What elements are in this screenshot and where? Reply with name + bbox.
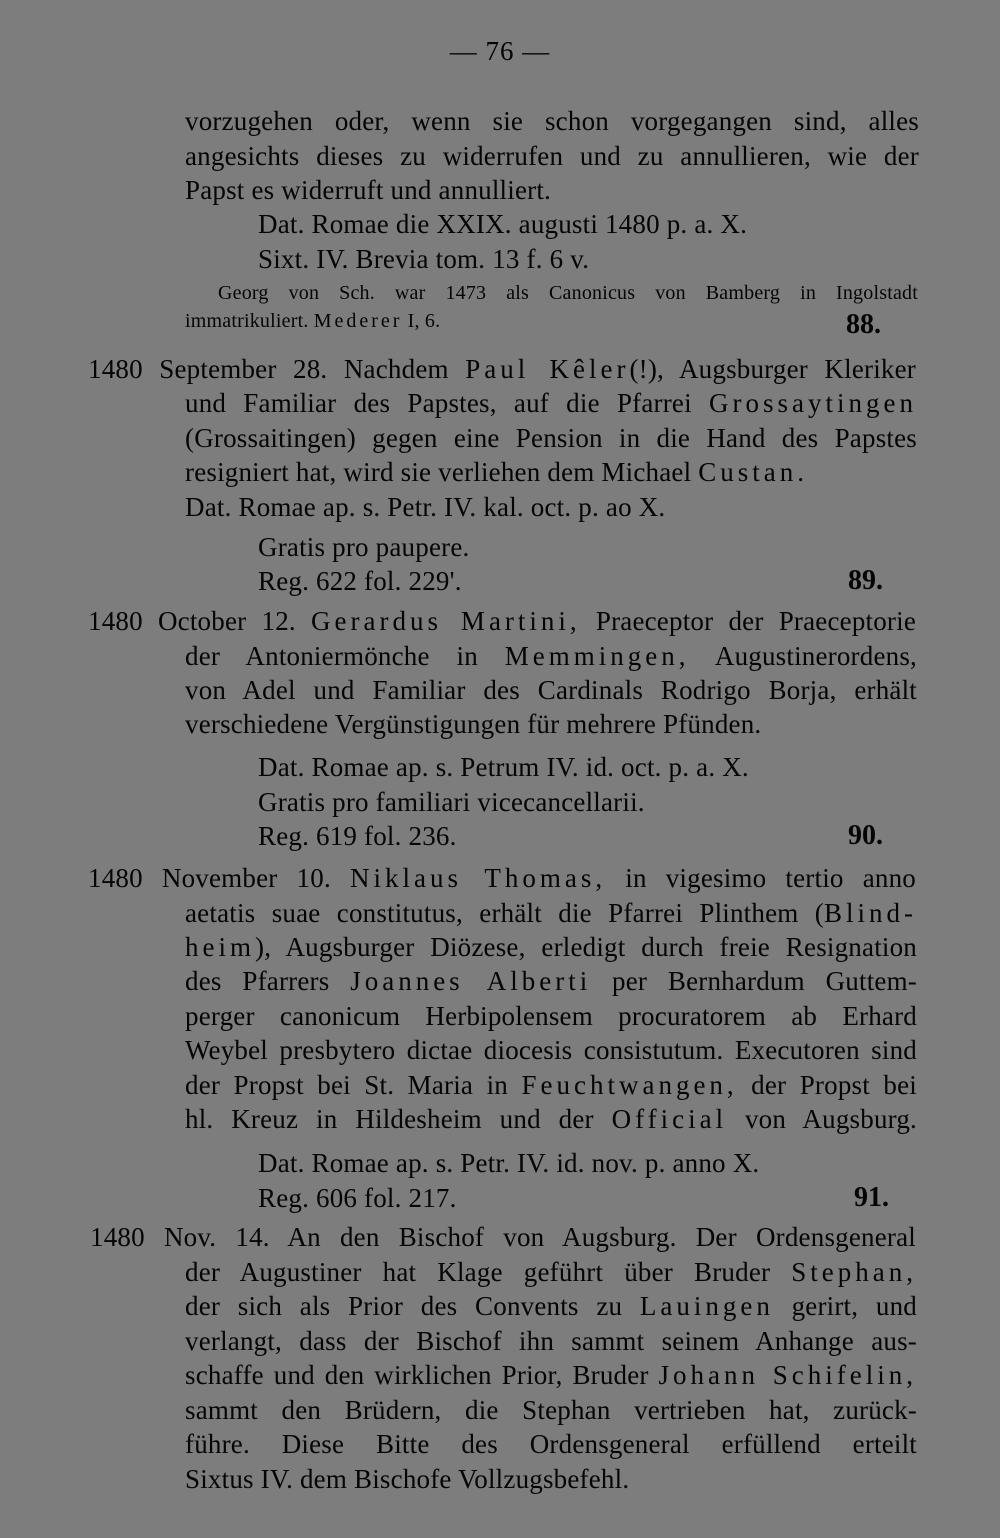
footnote-line: immatrikuliert. Mederer I, 6. [185, 310, 441, 332]
entry-heading-line: 1480 September 28. Nachdem Paul Kêler(!), Augsburger Kleriker [88, 354, 916, 384]
entry-heading-line: 1480 Nov. 14. An den Bischof von Augsburg. Der Ordensgeneral [90, 1222, 916, 1252]
entry-number: 89. [848, 565, 883, 596]
text-line: der Propst bei St. Maria in Feuchtwangen, der Propst bei [185, 1070, 917, 1100]
footnote-line: Georg von Sch. war 1473 als Canonicus von Bamberg in Ingolstadt [218, 282, 918, 304]
text-line: verlangt, dass der Bischof ihn sammt seinem Anhange aus- [185, 1326, 917, 1356]
text-line: der Augustiner hat Klage geführt über Bruder Stephan, [185, 1257, 917, 1287]
text-line: des Pfarrers Joannes Alberti per Bernhardum Guttem- [185, 966, 917, 996]
text-line: Weybel presbytero dictae diocesis consistutum. Executoren sind [185, 1035, 917, 1065]
text-line: Dat. Romae ap. s. Petrum IV. id. oct. p. a. X. [258, 752, 749, 782]
text-line: Reg. 619 fol. 236. [258, 821, 457, 851]
entry-number: 91. [854, 1182, 889, 1213]
page-number: — 76 — [449, 36, 551, 66]
text-line: Reg. 606 fol. 217. [258, 1183, 457, 1213]
text-line: resigniert hat, wird sie verliehen dem Michael Custan. [185, 457, 808, 487]
text-line: führe. Diese Bitte des Ordensgeneral erfüllend erteilt [185, 1429, 917, 1459]
text-line: aetatis suae constitutus, erhält die Pfarrei Plinthem (Blind- [185, 898, 917, 928]
text-line: vorzugehen oder, wenn sie schon vorgegangen sind, alles [185, 106, 919, 136]
text-line: Sixtus IV. dem Bischofe Vollzugsbefehl. [185, 1464, 630, 1494]
text-line: Sixt. IV. Brevia tom. 13 f. 6 v. [258, 244, 590, 274]
entry-number: 90. [848, 820, 883, 851]
text-line: schaffe und den wirklichen Prior, Bruder Johann Schifelin, [185, 1360, 917, 1390]
text-line: der sich als Prior des Convents zu Lauingen gerirt, und [185, 1291, 918, 1321]
entry-heading-line: 1480 October 12. Gerardus Martini, Praeceptor der Praeceptorie [88, 606, 917, 636]
entry-heading-line: 1480 November 10. Niklaus Thomas, in vigesimo tertio anno [88, 863, 916, 893]
text-line: Gratis pro paupere. [258, 532, 470, 562]
text-line: Dat. Romae ap. s. Petr. IV. kal. oct. p. ao X. [185, 492, 666, 522]
text-line: verschiedene Vergünstigungen für mehrere Pfünden. [185, 709, 762, 739]
text-line: sammt den Brüdern, die Stephan vertrieben hat, zurück- [185, 1395, 917, 1425]
text-line: perger canonicum Herbipolensem procuratorem ab Erhard [185, 1001, 917, 1031]
text-line: Dat. Romae die XXIX. augusti 1480 p. a. X. [258, 209, 748, 239]
text-line: angesichts dieses zu widerrufen und zu annullieren, wie der [185, 141, 919, 171]
entry-number: 88. [846, 309, 881, 340]
text-line: und Familiar des Papstes, auf die Pfarrei Grossaytingen [185, 388, 917, 418]
text-line: von Adel und Familiar des Cardinals Rodrigo Borja, erhält [185, 675, 917, 705]
text-line: Papst es widerruft und annulliert. [185, 175, 551, 205]
text-line: Reg. 622 fol. 229'. [258, 566, 462, 596]
text-line: heim), Augsburger Diözese, erledigt durch freie Resignation [185, 932, 917, 962]
text-line: hl. Kreuz in Hildesheim und der Official von Augsburg. [185, 1104, 917, 1134]
text-line: (Grossaitingen) gegen eine Pension in die Hand des Papstes [185, 423, 917, 453]
text-line: der Antoniermönche in Memmingen, Augustinerordens, [185, 641, 917, 671]
text-line: Gratis pro familiari vicecancellarii. [258, 787, 645, 817]
text-line: Dat. Romae ap. s. Petr. IV. id. nov. p. anno X. [258, 1148, 760, 1178]
